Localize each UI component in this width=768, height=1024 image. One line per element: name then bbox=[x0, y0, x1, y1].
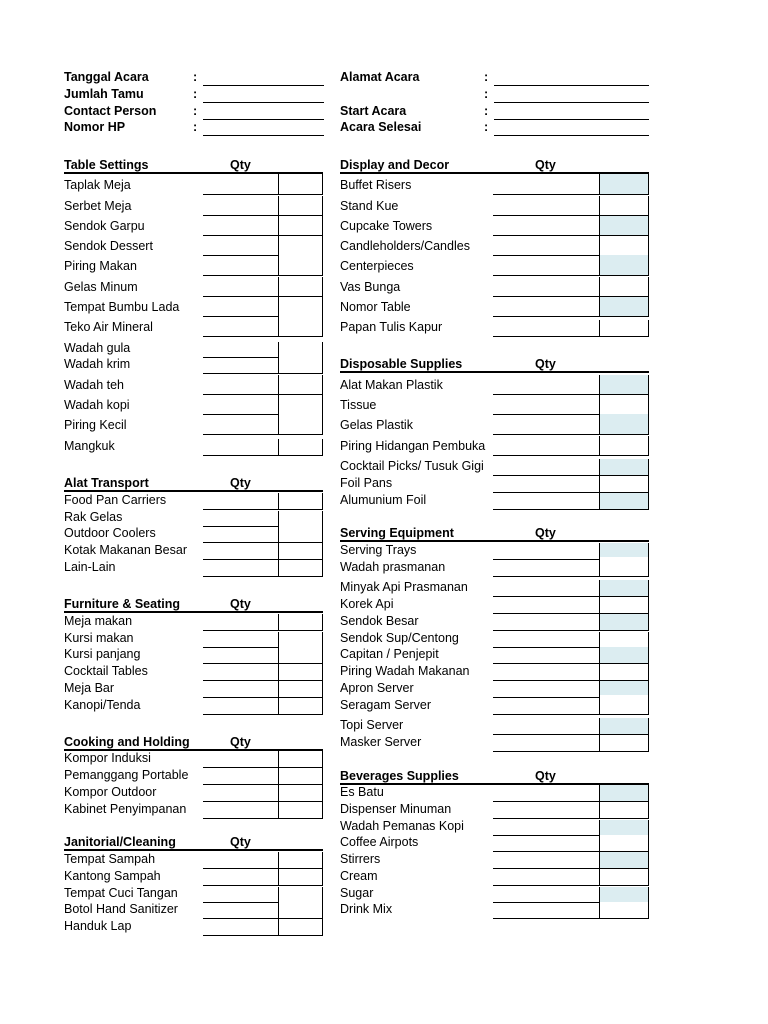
item-note-cell[interactable] bbox=[203, 919, 278, 936]
item-note-cell[interactable] bbox=[493, 196, 599, 216]
item-qty-cell[interactable] bbox=[599, 785, 649, 802]
item-label: Kantong Sampah bbox=[64, 869, 161, 883]
item-qty-cell[interactable] bbox=[278, 887, 323, 903]
item-note-cell[interactable] bbox=[203, 614, 278, 631]
item-note-cell[interactable] bbox=[493, 869, 599, 886]
item-label: Wadah Pemanas Kopi bbox=[340, 819, 464, 833]
qty-header: Qty bbox=[230, 597, 251, 611]
item-note-cell[interactable] bbox=[493, 414, 599, 435]
item-qty-cell[interactable] bbox=[599, 835, 649, 852]
item-qty-cell[interactable] bbox=[599, 174, 649, 195]
item-label: Capitan / Penjepit bbox=[340, 647, 439, 661]
item-note-cell[interactable] bbox=[203, 493, 278, 510]
header-label: Alamat Acara bbox=[340, 70, 420, 84]
item-label: Foil Pans bbox=[340, 476, 393, 490]
item-label: Sendok Dessert bbox=[64, 239, 153, 253]
item-label: Cocktail Picks/ Tusuk Gigi bbox=[340, 459, 484, 473]
header-colon: : bbox=[484, 87, 489, 101]
section-header-rule bbox=[64, 611, 323, 613]
qty-header: Qty bbox=[230, 835, 251, 849]
item-label: Wadah krim bbox=[64, 357, 131, 371]
item-qty-cell[interactable] bbox=[278, 353, 323, 374]
item-qty-cell[interactable] bbox=[599, 852, 649, 869]
section-header-rule bbox=[64, 490, 323, 492]
item-label: Tempat Bumbu Lada bbox=[64, 300, 180, 314]
item-note-cell[interactable] bbox=[203, 802, 278, 819]
item-note-cell[interactable] bbox=[493, 785, 599, 802]
header-input-line[interactable] bbox=[203, 119, 324, 120]
item-qty-cell[interactable] bbox=[278, 647, 323, 664]
item-label: Teko Air Mineral bbox=[64, 320, 153, 334]
item-label: Masker Server bbox=[340, 735, 422, 749]
item-qty-cell[interactable] bbox=[278, 632, 323, 648]
item-note-cell[interactable] bbox=[493, 835, 599, 852]
item-qty-cell[interactable] bbox=[599, 597, 649, 614]
item-qty-cell[interactable] bbox=[599, 395, 649, 415]
item-label: Kursi panjang bbox=[64, 647, 141, 661]
item-qty-cell[interactable] bbox=[599, 632, 649, 648]
item-label: Tissue bbox=[340, 398, 377, 412]
header-colon: : bbox=[484, 120, 489, 134]
item-note-cell[interactable] bbox=[493, 664, 599, 681]
item-note-cell[interactable] bbox=[493, 476, 599, 493]
qty-header: Qty bbox=[535, 769, 556, 783]
item-note-cell[interactable] bbox=[203, 526, 278, 543]
header-colon: : bbox=[193, 120, 198, 134]
item-note-cell[interactable] bbox=[203, 316, 278, 337]
header-input-line[interactable] bbox=[494, 119, 649, 120]
header-input-line[interactable] bbox=[494, 85, 649, 86]
section-title: Furniture & Seating bbox=[64, 597, 180, 611]
item-label: Apron Server bbox=[340, 681, 414, 695]
item-label: Sendok Garpu bbox=[64, 219, 145, 233]
item-qty-cell[interactable] bbox=[278, 852, 323, 869]
item-note-cell[interactable] bbox=[203, 887, 278, 903]
item-qty-cell[interactable] bbox=[278, 802, 323, 819]
header-input-line[interactable] bbox=[203, 102, 324, 103]
item-note-cell[interactable] bbox=[203, 543, 278, 560]
item-label: Sugar bbox=[340, 886, 374, 900]
item-note-cell[interactable] bbox=[203, 439, 278, 456]
item-label: Seragam Server bbox=[340, 698, 432, 712]
item-note-cell[interactable] bbox=[493, 580, 599, 597]
item-qty-cell[interactable] bbox=[278, 439, 323, 456]
qty-header: Qty bbox=[535, 357, 556, 371]
item-label: Alat Makan Plastik bbox=[340, 378, 443, 392]
item-note-cell[interactable] bbox=[493, 297, 599, 317]
item-note-cell[interactable] bbox=[203, 395, 278, 415]
item-note-cell[interactable] bbox=[493, 802, 599, 819]
item-note-cell[interactable] bbox=[493, 320, 599, 337]
item-label: Rak Gelas bbox=[64, 510, 123, 524]
item-label: Kompor Induksi bbox=[64, 751, 151, 765]
item-qty-cell[interactable] bbox=[278, 560, 323, 577]
section-header-rule bbox=[64, 849, 323, 851]
item-note-cell[interactable] bbox=[203, 647, 278, 664]
section-title: Table Settings bbox=[64, 158, 149, 172]
item-note-cell[interactable] bbox=[493, 614, 599, 631]
item-label: Coffee Airpots bbox=[340, 835, 419, 849]
item-note-cell[interactable] bbox=[493, 852, 599, 869]
item-qty-cell[interactable] bbox=[278, 236, 323, 256]
item-qty-cell[interactable] bbox=[599, 735, 649, 752]
header-label: Jumlah Tamu bbox=[64, 87, 144, 101]
item-qty-cell[interactable] bbox=[599, 375, 649, 395]
item-label: Topi Server bbox=[340, 718, 404, 732]
item-label: Taplak Meja bbox=[64, 178, 131, 192]
item-note-cell[interactable] bbox=[203, 751, 278, 768]
item-qty-cell[interactable] bbox=[278, 316, 323, 337]
item-qty-cell[interactable] bbox=[599, 320, 649, 337]
item-qty-cell[interactable] bbox=[278, 526, 323, 543]
item-label: Kotak Makanan Besar bbox=[64, 543, 187, 557]
item-note-cell[interactable] bbox=[203, 216, 278, 236]
item-qty-cell[interactable] bbox=[599, 277, 649, 297]
qty-header: Qty bbox=[535, 526, 556, 540]
item-qty-cell[interactable] bbox=[599, 459, 649, 476]
item-qty-cell[interactable] bbox=[278, 174, 323, 195]
item-label: Centerpieces bbox=[340, 259, 414, 273]
item-label: Piring Kecil bbox=[64, 418, 127, 432]
item-qty-cell[interactable] bbox=[599, 476, 649, 493]
section-title: Janitorial/Cleaning bbox=[64, 835, 176, 849]
item-note-cell[interactable] bbox=[203, 236, 278, 256]
item-qty-cell[interactable] bbox=[599, 414, 649, 435]
item-qty-cell[interactable] bbox=[599, 196, 649, 216]
item-label: Buffet Risers bbox=[340, 178, 412, 192]
section-title: Display and Decor bbox=[340, 158, 450, 172]
header-label: Tanggal Acara bbox=[64, 70, 149, 84]
header-colon: : bbox=[484, 70, 489, 84]
item-label: Stand Kue bbox=[340, 199, 399, 213]
item-qty-cell[interactable] bbox=[599, 236, 649, 256]
item-qty-cell[interactable] bbox=[599, 887, 649, 903]
item-note-cell[interactable] bbox=[203, 768, 278, 785]
item-qty-cell[interactable] bbox=[278, 277, 323, 297]
header-input-line[interactable] bbox=[203, 135, 324, 136]
item-qty-cell[interactable] bbox=[278, 511, 323, 527]
item-note-cell[interactable] bbox=[203, 414, 278, 435]
qty-header: Qty bbox=[230, 158, 251, 172]
item-note-cell[interactable] bbox=[493, 718, 599, 735]
item-label: Meja makan bbox=[64, 614, 133, 628]
section-title: Disposable Supplies bbox=[340, 357, 463, 371]
item-label: Kompor Outdoor bbox=[64, 785, 157, 799]
item-note-cell[interactable] bbox=[203, 902, 278, 919]
header-input-line[interactable] bbox=[494, 102, 649, 103]
item-qty-cell[interactable] bbox=[278, 785, 323, 802]
item-label: Wadah prasmanan bbox=[340, 560, 446, 574]
item-note-cell[interactable] bbox=[493, 632, 599, 648]
item-note-cell[interactable] bbox=[493, 277, 599, 297]
item-label: Kursi makan bbox=[64, 631, 134, 645]
qty-header: Qty bbox=[535, 158, 556, 172]
section-title: Alat Transport bbox=[64, 476, 149, 490]
item-label: Tempat Sampah bbox=[64, 852, 156, 866]
item-label: Lain-Lain bbox=[64, 560, 116, 574]
item-label: Handuk Lap bbox=[64, 919, 132, 933]
item-label: Kanopi/Tenda bbox=[64, 698, 141, 712]
item-label: Meja Bar bbox=[64, 681, 115, 695]
item-qty-cell[interactable] bbox=[278, 698, 323, 715]
item-note-cell[interactable] bbox=[203, 852, 278, 869]
item-label: Pemanggang Portable bbox=[64, 768, 189, 782]
item-label: Cupcake Towers bbox=[340, 219, 433, 233]
item-note-cell[interactable] bbox=[203, 255, 278, 276]
item-note-cell[interactable] bbox=[493, 395, 599, 415]
item-qty-cell[interactable] bbox=[599, 493, 649, 510]
section-header-rule bbox=[340, 540, 649, 542]
header-input-line[interactable] bbox=[494, 135, 649, 136]
item-note-cell[interactable] bbox=[493, 887, 599, 903]
item-qty-cell[interactable] bbox=[278, 255, 323, 276]
item-note-cell[interactable] bbox=[493, 695, 599, 715]
item-label: Wadah teh bbox=[64, 378, 124, 392]
section-title: Cooking and Holding bbox=[64, 735, 190, 749]
item-qty-cell[interactable] bbox=[278, 216, 323, 236]
item-qty-cell[interactable] bbox=[278, 869, 323, 886]
item-label: Korek Api bbox=[340, 597, 394, 611]
item-qty-cell[interactable] bbox=[599, 255, 649, 276]
header-label: Contact Person bbox=[64, 104, 157, 118]
item-note-cell[interactable] bbox=[493, 647, 599, 664]
item-label: Mangkuk bbox=[64, 439, 115, 453]
item-qty-cell[interactable] bbox=[278, 493, 323, 510]
section-header-rule bbox=[340, 371, 649, 373]
item-note-cell[interactable] bbox=[203, 681, 278, 698]
item-note-cell[interactable] bbox=[203, 511, 278, 527]
item-note-cell[interactable] bbox=[203, 196, 278, 216]
item-qty-cell[interactable] bbox=[278, 902, 323, 919]
header-label: Start Acara bbox=[340, 104, 407, 118]
item-note-cell[interactable] bbox=[493, 902, 599, 919]
header-label: Nomor HP bbox=[64, 120, 126, 134]
header-colon: : bbox=[193, 70, 198, 84]
item-qty-cell[interactable] bbox=[599, 802, 649, 819]
item-label: Candleholders/Candles bbox=[340, 239, 470, 253]
item-label: Serving Trays bbox=[340, 543, 417, 557]
item-qty-cell[interactable] bbox=[599, 436, 649, 456]
item-label: Gelas Plastik bbox=[340, 418, 413, 432]
item-qty-cell[interactable] bbox=[599, 902, 649, 919]
section-title: Serving Equipment bbox=[340, 526, 454, 540]
item-qty-cell[interactable] bbox=[599, 664, 649, 681]
item-qty-cell[interactable] bbox=[599, 718, 649, 735]
qty-header: Qty bbox=[230, 476, 251, 490]
item-label: Drink Mix bbox=[340, 902, 393, 916]
item-note-cell[interactable] bbox=[493, 174, 599, 195]
item-qty-cell[interactable] bbox=[599, 297, 649, 317]
item-label: Botol Hand Sanitizer bbox=[64, 902, 178, 916]
item-label: Food Pan Carriers bbox=[64, 493, 167, 507]
item-qty-cell[interactable] bbox=[278, 614, 323, 631]
item-note-cell[interactable] bbox=[493, 459, 599, 476]
item-note-cell[interactable] bbox=[493, 597, 599, 614]
qty-header: Qty bbox=[230, 735, 251, 749]
item-label: Outdoor Coolers bbox=[64, 526, 156, 540]
item-qty-cell[interactable] bbox=[599, 695, 649, 715]
item-qty-cell[interactable] bbox=[278, 196, 323, 216]
header-colon: : bbox=[193, 87, 198, 101]
item-note-cell[interactable] bbox=[203, 632, 278, 648]
item-qty-cell[interactable] bbox=[599, 869, 649, 886]
item-label: Nomor Table bbox=[340, 300, 411, 314]
item-qty-cell[interactable] bbox=[278, 414, 323, 435]
item-qty-cell[interactable] bbox=[278, 681, 323, 698]
item-label: Tempat Cuci Tangan bbox=[64, 886, 178, 900]
item-note-cell[interactable] bbox=[493, 216, 599, 236]
item-label: Gelas Minum bbox=[64, 280, 138, 294]
item-qty-cell[interactable] bbox=[278, 297, 323, 317]
item-qty-cell[interactable] bbox=[599, 216, 649, 236]
item-note-cell[interactable] bbox=[493, 236, 599, 256]
item-label: Piring Makan bbox=[64, 259, 137, 273]
item-label: Cocktail Tables bbox=[64, 664, 148, 678]
item-label: Sendok Besar bbox=[340, 614, 419, 628]
item-label: Dispenser Minuman bbox=[340, 802, 452, 816]
header-label: Acara Selesai bbox=[340, 120, 422, 134]
item-note-cell[interactable] bbox=[203, 297, 278, 317]
item-qty-cell[interactable] bbox=[278, 543, 323, 560]
item-label: Wadah gula bbox=[64, 341, 131, 355]
item-note-cell[interactable] bbox=[203, 785, 278, 802]
item-qty-cell[interactable] bbox=[599, 614, 649, 631]
item-qty-cell[interactable] bbox=[278, 395, 323, 415]
item-label: Alumunium Foil bbox=[340, 493, 427, 507]
item-label: Serbet Meja bbox=[64, 199, 132, 213]
item-note-cell[interactable] bbox=[493, 493, 599, 510]
item-qty-cell[interactable] bbox=[278, 768, 323, 785]
item-note-cell[interactable] bbox=[203, 277, 278, 297]
item-note-cell[interactable] bbox=[203, 353, 278, 374]
header-colon: : bbox=[193, 104, 198, 118]
item-label: Vas Bunga bbox=[340, 280, 401, 294]
item-label: Piring Hidangan Pembuka bbox=[340, 439, 486, 453]
item-label: Papan Tulis Kapur bbox=[340, 320, 443, 334]
header-colon: : bbox=[484, 104, 489, 118]
item-label: Wadah kopi bbox=[64, 398, 130, 412]
item-label: Piring Wadah Makanan bbox=[340, 664, 470, 678]
item-note-cell[interactable] bbox=[493, 820, 599, 836]
item-note-cell[interactable] bbox=[203, 375, 278, 395]
item-note-cell[interactable] bbox=[203, 560, 278, 577]
item-note-cell[interactable] bbox=[203, 869, 278, 886]
item-qty-cell[interactable] bbox=[599, 820, 649, 836]
item-qty-cell[interactable] bbox=[599, 557, 649, 577]
item-note-cell[interactable] bbox=[493, 436, 599, 456]
item-label: Kabinet Penyimpanan bbox=[64, 802, 187, 816]
item-note-cell[interactable] bbox=[203, 698, 278, 715]
item-note-cell[interactable] bbox=[203, 174, 278, 195]
item-label: Cream bbox=[340, 869, 378, 883]
item-label: Stirrers bbox=[340, 852, 381, 866]
item-label: Minyak Api Prasmanan bbox=[340, 580, 468, 594]
item-note-cell[interactable] bbox=[493, 735, 599, 752]
header-input-line[interactable] bbox=[203, 85, 324, 86]
item-qty-cell[interactable] bbox=[278, 664, 323, 681]
item-label: Sendok Sup/Centong bbox=[340, 631, 459, 645]
item-note-cell[interactable] bbox=[493, 375, 599, 395]
item-qty-cell[interactable] bbox=[599, 580, 649, 597]
item-note-cell[interactable] bbox=[203, 664, 278, 681]
item-qty-cell[interactable] bbox=[599, 647, 649, 664]
item-note-cell[interactable] bbox=[493, 255, 599, 276]
item-qty-cell[interactable] bbox=[278, 751, 323, 768]
item-qty-cell[interactable] bbox=[278, 375, 323, 395]
item-label: Es Batu bbox=[340, 785, 384, 799]
item-qty-cell[interactable] bbox=[278, 919, 323, 936]
item-note-cell[interactable] bbox=[493, 557, 599, 577]
section-title: Beverages Supplies bbox=[340, 769, 459, 783]
